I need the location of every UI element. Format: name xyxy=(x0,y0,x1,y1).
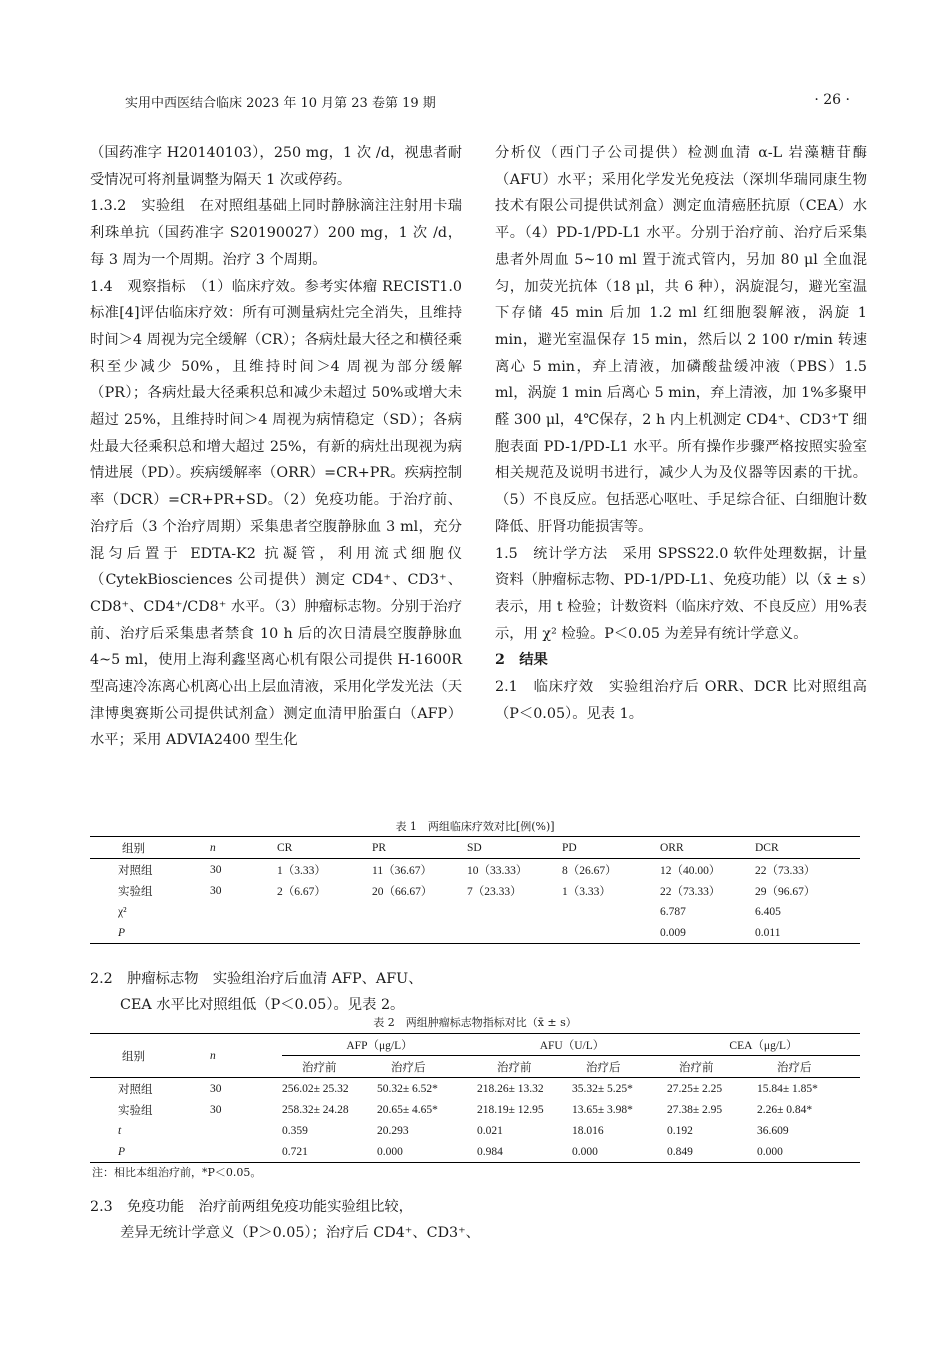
cell: t xyxy=(118,1124,122,1137)
cell: 27.38± 2.95 xyxy=(667,1103,723,1116)
header-cell: n xyxy=(210,1034,282,1078)
section-text: CEA 水平比对照组低（P＜0.05）。见表 2。 xyxy=(120,997,405,1013)
cell: χ² xyxy=(118,905,127,918)
left-column xyxy=(90,140,462,754)
cell: 15.84± 1.85* xyxy=(757,1082,818,1095)
cell: 0.359 xyxy=(282,1124,308,1137)
cell: 29（96.67） xyxy=(755,885,816,898)
cell: 20（66.67） xyxy=(372,885,433,898)
table2-note: 注：相比本组治疗前，*P＜0.05。 xyxy=(92,1166,262,1179)
section-2-1 xyxy=(495,674,867,727)
cell: 0.849 xyxy=(667,1145,693,1158)
cell: 35.32± 5.25* xyxy=(572,1082,633,1095)
cell: 20.65± 4.65* xyxy=(377,1103,438,1116)
cell: 30 xyxy=(210,863,222,876)
cell: 218.19± 12.95 xyxy=(477,1103,544,1116)
cell: 50.32± 6.52* xyxy=(377,1082,438,1095)
header-cell: ORR xyxy=(660,841,684,854)
section-2-2 xyxy=(90,966,860,1018)
header-cell: 治疗前 xyxy=(302,1061,337,1074)
cell xyxy=(372,922,467,944)
header-cell: AFP（μg/L） xyxy=(282,1034,477,1056)
cell: 256.02± 25.32 xyxy=(282,1082,349,1095)
cell: 0.721 xyxy=(282,1145,308,1158)
cell: 218.26± 13.32 xyxy=(477,1082,544,1095)
section-text: 2.3 免疫功能 治疗前两组免疫功能实验组比较， xyxy=(90,1199,413,1215)
cell xyxy=(562,922,660,944)
paragraph: （国药准字 H20140103），250 mg，1 次 /d，视患者耐受情况可将剂量调整为隔天 1 次或停药。 xyxy=(90,145,462,188)
cell: 12（40.00） xyxy=(660,864,721,877)
cell: 30 xyxy=(210,884,222,897)
table-row xyxy=(90,1078,860,1100)
cell: 1（3.33） xyxy=(277,864,326,877)
cell: 0.000 xyxy=(377,1145,403,1158)
header-cell: 组别 xyxy=(90,1034,210,1078)
table2 xyxy=(90,1033,860,1163)
cell: 18.016 xyxy=(572,1124,604,1137)
section-title: 1.4 观察指标 xyxy=(90,278,186,295)
table-row xyxy=(90,922,860,944)
cell: 实验组 xyxy=(118,885,153,898)
running-header: 实用中西医结合临床 2023 年 10 月第 23 卷第 19 期 xyxy=(125,96,436,111)
cell: 10（33.33） xyxy=(467,864,528,877)
section-title: 1.3.2 实验组 xyxy=(90,198,186,215)
header-cell: CR xyxy=(277,841,293,854)
paragraph: 分析仪（西门子公司提供）检测血清 α-L 岩藻糖苷酶（AFU）水平；采用化学发光免疫法（深圳华瑞同康生物技术有限公司提供试剂盒）测定血清癌胚抗原（CEA）水平。（4）PD-1/PD-L1 水平。分别于治疗前、治疗后采集患者外周血 5~10 ml 置于流式管内，另加 80 μl 全血混匀，加荧光抗体（18 μl，共 6 种），涡旋混匀，避光室温下存储 45 min 后加 1.2 ml 红细胞裂解液，涡旋 1 min，避光室温保存 15 min，然后以 2 100 r/min 转速离心 5 min，弃上清液，加磷酸盐缓冲液（PBS）1.5 ml，涡旋 1 min 后离心 5 min，弃上清液，加 1%多聚甲醛 300 μl，4℃保存，2 h 内上机测定 CD4⁺、CD3⁺T 细胞表面 PD-1/PD-L1 水平。所有操作步骤严格按照实验室相关规范及说明书进行，减少人为及仪器等因素的干扰。（5）不良反应。包括恶心呕吐、手足综合征、白细胞计数降低、肝肾功能损害等。 xyxy=(495,145,867,535)
section-1-3-2 xyxy=(90,193,462,273)
cell xyxy=(562,901,660,922)
cell: 0.000 xyxy=(757,1145,783,1158)
page-number: · 26 · xyxy=(814,92,850,108)
table-row xyxy=(90,859,860,881)
header-cell: PR xyxy=(372,841,387,854)
cell xyxy=(210,922,277,944)
cell xyxy=(277,901,372,922)
header-cell: 治疗前 xyxy=(679,1061,714,1074)
table2-caption: 表 2 两组肿瘤标志物指标对比（x̄ ± s） xyxy=(373,1016,577,1029)
cell xyxy=(210,1141,282,1163)
table-row xyxy=(90,901,860,922)
cell: 1（3.33） xyxy=(562,885,611,898)
section-text: 2.2 肿瘤标志物 实验组治疗后血清 AFP、AFU、 xyxy=(90,971,423,987)
cell xyxy=(210,1120,282,1141)
cell: 30 xyxy=(210,1103,222,1116)
cell: 实验组 xyxy=(118,1104,153,1117)
section-2-3 xyxy=(90,1194,860,1246)
cell: 0.011 xyxy=(755,926,781,939)
table-header-row xyxy=(90,1034,860,1056)
cell: 11（36.67） xyxy=(372,864,432,877)
cell xyxy=(467,901,562,922)
cell: 0.021 xyxy=(477,1124,503,1137)
cell: 0.984 xyxy=(477,1145,503,1158)
cell: P xyxy=(118,1145,126,1158)
section-text: （1）临床疗效。参考实体瘤 RECIST1.0 标准[4]评估临床疗效：所有可测量病灶完全消失，且维持时间＞4 周视为完全缓解（CR）；各病灶最大径之和横径乘积至少减少 50%，且维持时间＞4 周视为部分缓解（PR）；各病灶最大径乘积总和减少未超过 50%或增大未超过 25%，且维持时间＞4 周视为病情稳定（SD）；各病灶最大径乘积总和增大超过 25%，有新的病灶出现视为病情进展（PD）。疾病缓解率（ORR）=CR+PR。疾病控制率（DCR）=CR+PR+SD。（2）免疫功能。于治疗前、治疗后（3 个治疗周期）采集患者空腹静脉血 3 ml，充分混匀后置于 EDTA-K2 抗凝管，利用流式细胞仪（CytekBiosciences 公司提供）测定 CD4⁺、CD3⁺、CD8⁺、CD4⁺/CD8⁺ 水平。（3）肿瘤标志物。分别于治疗前、治疗后采集患者禁食 10 h 后的次日清晨空腹静脉血 4~5 ml，使用上海利鑫坚离心机有限公司提供 H-1600R 型高速冷冻离心机离心出上层血清液，采用化学发光法（天津博奥赛斯公司提供试剂盒）测定血清甲胎蛋白（AFP）水平；采用 ADVIA2400 型生化 xyxy=(90,278,462,749)
header-cell: 治疗前 xyxy=(497,1061,532,1074)
cell xyxy=(210,901,277,922)
header-cell: CEA（μg/L） xyxy=(667,1034,860,1056)
cell: 22（73.33） xyxy=(660,885,721,898)
section-text: 差异无统计学意义（P＞0.05）；治疗后 CD4⁺、CD3⁺、 xyxy=(120,1225,480,1241)
table-row xyxy=(90,1120,860,1141)
cell: 258.32± 24.28 xyxy=(282,1103,349,1116)
cell: 对照组 xyxy=(118,1083,153,1096)
section-text: 采用 SPSS22.0 软件处理数据，计量资料（肿瘤标志物、PD-1/PD-L1、免疫功能）以（x̄ ± s）表示，用 t 检验；计数资料（临床疗效、不良反应）用%表示，用 χ² 检验。P＜0.05 为差异有统计学意义。 xyxy=(495,545,868,642)
cell: 6.405 xyxy=(755,905,781,918)
cell: 27.25± 2.25 xyxy=(667,1082,723,1095)
cell: 0.192 xyxy=(667,1124,693,1137)
cell: 22（73.33） xyxy=(755,864,816,877)
cell: 2.26± 0.84* xyxy=(757,1103,813,1116)
cell: 6.787 xyxy=(660,905,686,918)
header-cell: 治疗后 xyxy=(777,1061,812,1074)
header-cell: n xyxy=(210,841,216,854)
cell: P xyxy=(118,926,126,939)
table-header-row xyxy=(90,837,860,859)
cell: 0.009 xyxy=(660,926,686,939)
cell: 8（26.67） xyxy=(562,864,617,877)
header-cell: 治疗后 xyxy=(586,1061,621,1074)
header-cell: AFU（U/L） xyxy=(477,1034,667,1056)
table-row xyxy=(90,880,860,901)
cell: 7（23.33） xyxy=(467,885,522,898)
header-cell: 组别 xyxy=(122,842,145,855)
right-column xyxy=(495,140,867,727)
section-1-5 xyxy=(495,541,867,648)
cell: 2（6.67） xyxy=(277,885,326,898)
section-text: 实验组治疗后 ORR、DCR 比对照组高（P＜0.05）。见表 1。 xyxy=(495,679,867,722)
cell: 0.000 xyxy=(572,1145,598,1158)
cell xyxy=(467,922,562,944)
header-cell: SD xyxy=(467,841,482,854)
header-cell: DCR xyxy=(755,841,779,854)
section-title: 2.1 临床疗效 xyxy=(495,679,594,696)
table1-caption: 表 1 两组临床疗效对比[例(%)] xyxy=(395,820,555,833)
section-2-title: 2 结果 xyxy=(495,652,548,669)
table-row xyxy=(90,1141,860,1163)
cell: 对照组 xyxy=(118,864,153,877)
header-cell: 治疗后 xyxy=(391,1061,426,1074)
section-title: 1.5 统计学方法 xyxy=(495,545,608,562)
cell: 13.65± 3.98* xyxy=(572,1103,633,1116)
table-row xyxy=(90,1099,860,1120)
section-1-4 xyxy=(90,274,462,755)
cell: 36.609 xyxy=(757,1124,789,1137)
header-cell: PD xyxy=(562,841,577,854)
cell xyxy=(372,901,467,922)
table1 xyxy=(90,836,860,944)
section-text: 在对照组基础上同时静脉滴注注射用卡瑞利珠单抗（国药准字 S20190027）200 mg，1 次 /d，每 3 周为一个周期。治疗 3 个周期。 xyxy=(90,198,462,268)
cell: 30 xyxy=(210,1082,222,1095)
cell: 20.293 xyxy=(377,1124,409,1137)
cell xyxy=(277,922,372,944)
